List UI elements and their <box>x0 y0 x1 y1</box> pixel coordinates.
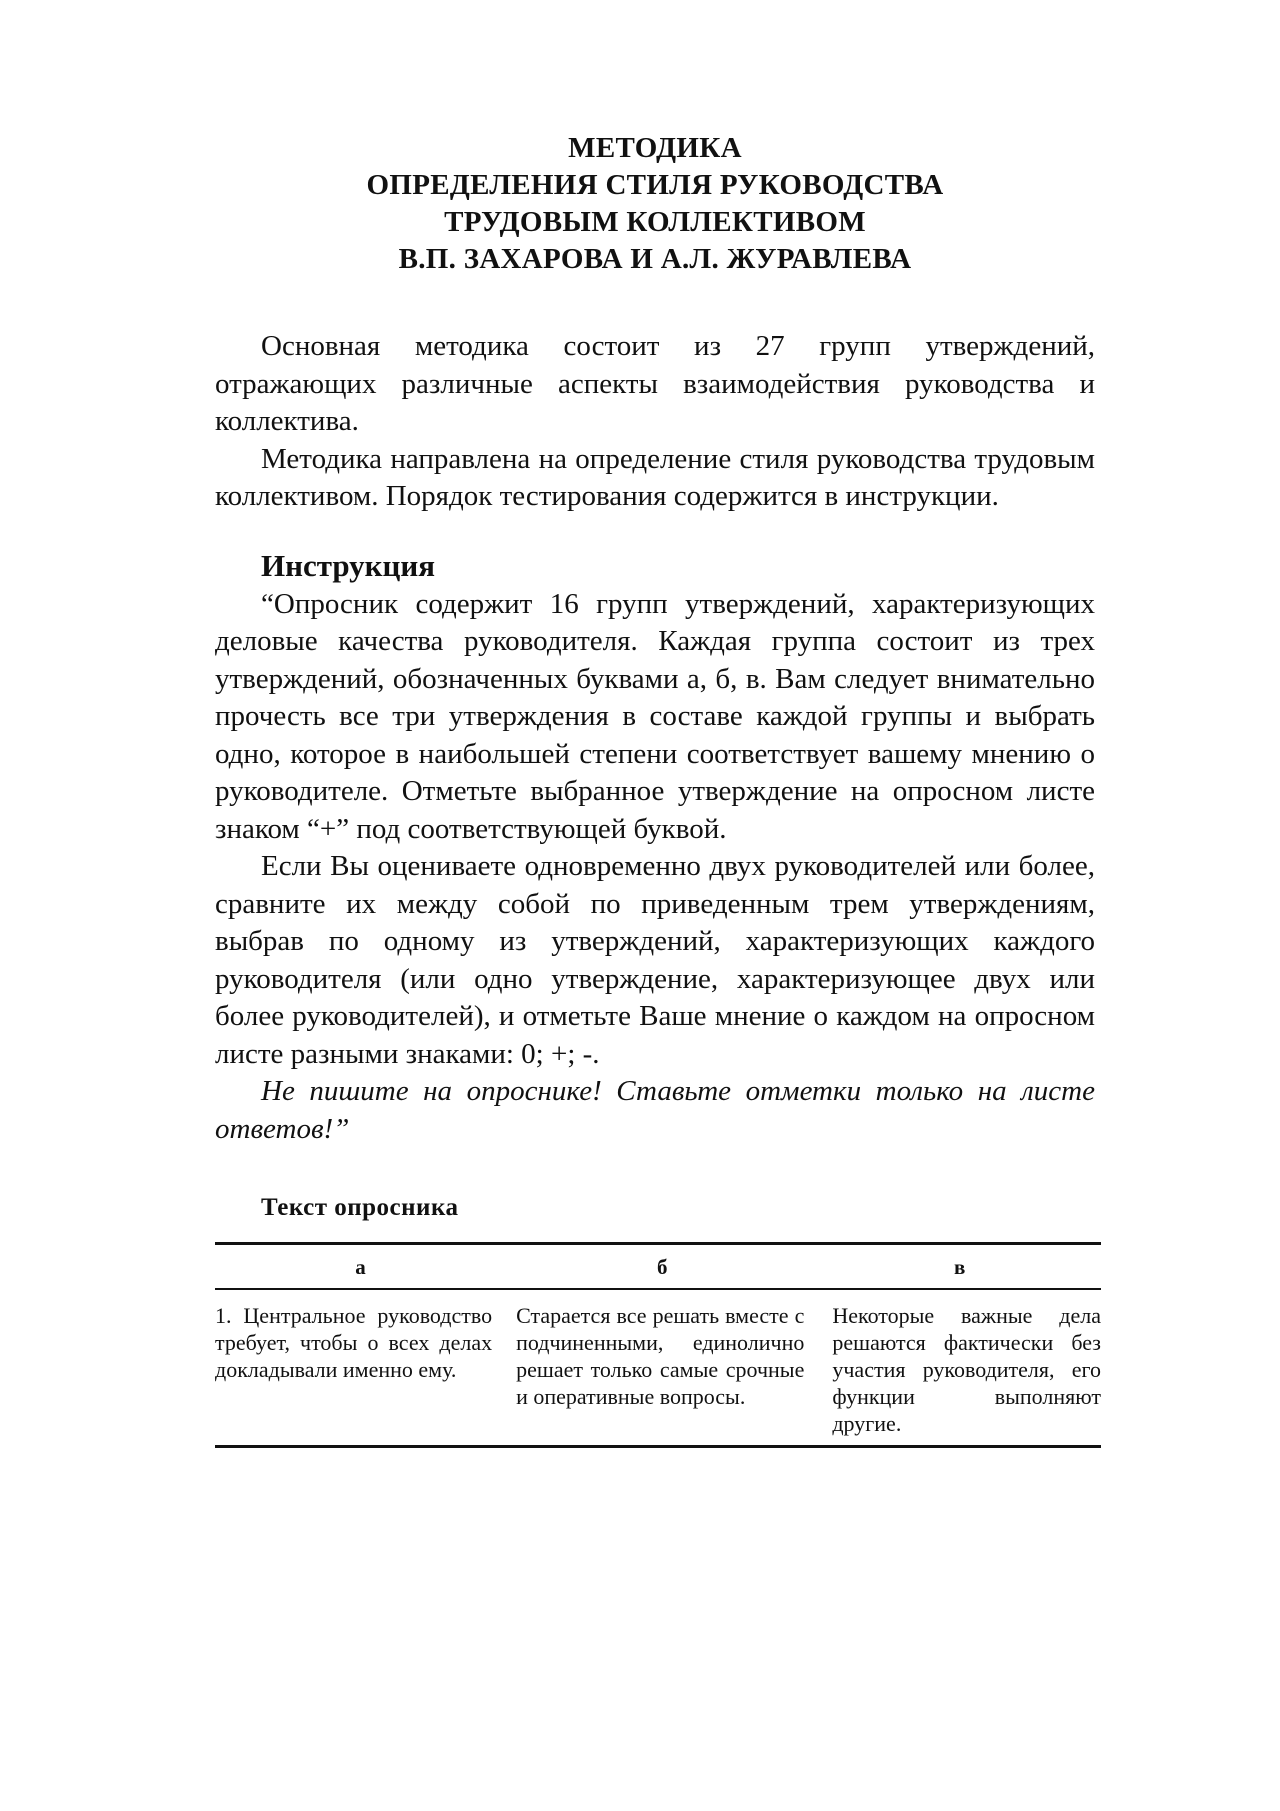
instruction-paragraph-1: “Опросник содержит 16 групп утверждений, характеризующих деловые качества руководителя. Каждая группа состоит из трех утверждений, обозначенных буквами а, б, в. Вам следует внимательно прочесть все три утверждения в составе каждой группы и выбрать одно, которое в наибольшей степени соответствует вашему мнению о руководителе. Отметьте выбранное утверждение на опросном листе знаком “+” под соответствующей буквой. <box>215 587 1095 845</box>
title-line: МЕТОДИКА <box>568 132 742 164</box>
questionnaire-table <box>215 1242 1101 1448</box>
instruction-section <box>215 586 1095 1149</box>
instruction-paragraph-2: Если Вы оцениваете одновременно двух руководителей или более, сравните их между собой по приведенным трем утверждениям, выбрав по одному из утверждений, характеризующих каждого руководителя (или одно утверждение, характеризующее двух или более руководителей), и отметьте Ваше мнение о каждом на опросном листе разными знаками: 0; +; -. <box>215 850 1095 1070</box>
title-line: В.П. ЗАХАРОВА И А.Л. ЖУРАВЛЕВА <box>398 243 912 275</box>
cell-a: 1. Центральное руководство требует, чтобы о всех делах докладывали именно ему. <box>215 1303 493 1382</box>
intro-paragraph-1: Основная методика состоит из 27 групп утверждений, отражающих различные аспекты взаимодействия руководства и коллектива. <box>215 330 1095 437</box>
title-line: ТРУДОВЫМ КОЛЛЕКТИВОМ <box>444 206 866 238</box>
column-header-b: б <box>506 1244 818 1290</box>
cell-c: Некоторые важные дела решаются фактически без участия руководителя, его функции выполняют другие. <box>832 1303 1101 1436</box>
questionnaire-heading: Текст опросника <box>261 1194 459 1221</box>
instruction-heading: Инструкция <box>261 547 436 583</box>
instruction-warning: Не пишите на опроснике! Ставьте отметки только на листе ответов!” <box>215 1075 1095 1145</box>
cell-b: Старается все решать вместе с подчиненными, единолично решает только самые срочные и оперативные вопросы. <box>516 1303 805 1409</box>
title-line: ОПРЕДЕЛЕНИЯ СТИЛЯ РУКОВОДСТВА <box>366 169 944 201</box>
table-header-row <box>215 1244 1101 1290</box>
intro-section <box>215 328 1095 516</box>
column-header-a: а <box>215 1244 506 1290</box>
table-row <box>215 1289 1101 1447</box>
document-title <box>215 130 1095 278</box>
intro-paragraph-2: Методика направлена на определение стиля руководства трудовым коллективом. Порядок тестирования содержится в инструкции. <box>215 442 1095 512</box>
document-page <box>215 130 1101 1448</box>
column-header-c: в <box>818 1244 1101 1290</box>
